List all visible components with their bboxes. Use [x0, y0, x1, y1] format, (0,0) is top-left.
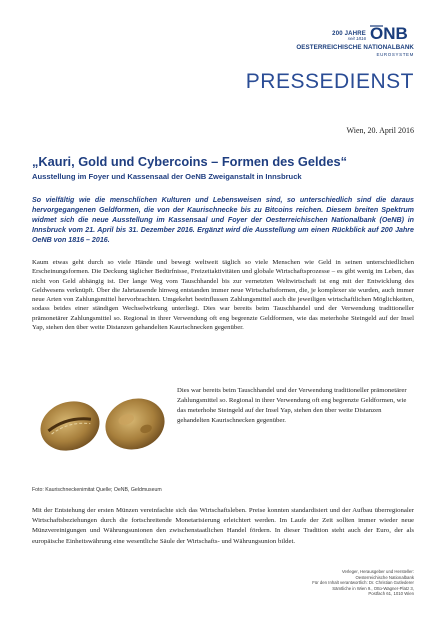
publisher-footer	[250, 569, 414, 597]
eurosystem-label: EUROSYSTEM	[376, 52, 414, 57]
body-paragraph-2: Mit der Entstehung der ersten Münzen vereinfachte sich das Wirtschaftsleben. Preise konnten standardisiert und der Aufbau überregionaler Wirtschaftsbeziehungen durch die fortschreitende Monetarisierung erleichtert werden. Im Laufe der Zeit sollten immer wieder neue Münzvereinigungen und Währungsunionen den zwischenstaatlichen Handel fördern. In dieser Tradition steht auch der Euro, der als europäische Einheitswährung eine wesentliche Säule der Wirtschafts- und Währungsunion bildet.	[32, 507, 414, 545]
footer-line: Verleger, Herausgeber und Hersteller:	[341, 569, 414, 574]
anniversary-line: 200 JAHRE	[332, 31, 366, 37]
anniversary-badge	[276, 31, 366, 42]
section-title: PRESSEDIENST	[245, 70, 414, 93]
bank-name: OESTERREICHISCHE NATIONALBANK	[296, 44, 414, 51]
body-paragraph-1: Kaum etwas geht durch so viele Hände und bewegt weltweit täglich so viele Menschen wie Geld in seinen unterschiedlichen Erscheinungsformen. Die Deckung täglicher Bedürfnisse, Freizeitaktivitäten und globale Wirtschaftsprozesse – es gibt wenig im Leben, das nicht von Geld abhängig ist. Der lange Weg vom Tauschhandel bis zur vernetzten Weltwirtschaft ist eng mit der Entwicklung des Geldwesens verknüpft. Über die Jahrtausende hinweg entstanden immer neue Wirtschaftsformen, die, je komplexer sie wurden, auch immer neue Arten von Zahlungsmittel hervorbrachten. Umgekehrt beeinflussen Zahlungsmittel auch die jeweiligen wirtschaftlichen Möglichkeiten, sodass beides einer ständigen Wechselwirkung unterliegt. Dies war bereits beim Tauschhandel und der Verwendung traditioneller prämonetärer Zahlungsmittel so. Regional in ihrer Verwendung oft eng begrenzte Geldformen, wie das meterhohe Steingeld auf der Insel Yap, stehen den über weite Distanzen gehandelten Kaurischnecken gegenüber.	[32, 259, 414, 332]
press-subtitle: Ausstellung im Foyer und Kassensaal der OeNB Zweiganstalt in Innsbruck	[32, 172, 302, 181]
since-line: seit 1816	[347, 36, 366, 41]
footer-line: Postfach 61, 1010 Wien	[368, 591, 414, 597]
footer-line: Sämtliche in Wien 9., Otto-Wagner-Platz 3,	[332, 585, 414, 591]
onb-logo	[370, 24, 414, 42]
cowrie-shell-image	[32, 384, 172, 466]
press-title: „Kauri, Gold und Cybercoins – Formen des Geldes“	[32, 154, 348, 169]
side-paragraph: Dies war bereits beim Tauschhandel und der Verwendung traditioneller prämonetärer Zahlungsmittel so. Regional in ihrer Verwendung oft eng begrenzte Geldformen, wie das meterhohe Steingeld auf der Insel Yap, stehen den über weite Distanzen gehandelten Kaurischnecken gegenüber.	[177, 387, 407, 424]
image-caption: Foto: Kaurischneckenimitat Quelle; OeNB, Geldmuseum	[32, 487, 162, 493]
footer-line: Oesterreichische Nationalbank	[355, 574, 414, 580]
press-date: Wien, 20. April 2016	[346, 126, 414, 135]
footer-line: Für den Inhalt verantwortlich: Dr. Christian Gutlederer	[312, 580, 414, 586]
logo-text: ONB	[370, 24, 408, 42]
lead-paragraph: So vielfältig wie die menschlichen Kulturen und Lebensweisen sind, so unterschiedlich sind die daraus hervorgegangenen Geldformen, die von der Kaurischnecke bis zu Bitcoins reichen. Diesem breiten Spektrum widmet sich die neue Ausstellung im Kassensaal und Foyer der Oesterreichischen Nationalbank (OeNB) in Innsbruck vom 21. April bis 31. Dezember 2016. Ergänzt wird die Ausstellung um einen Rückblick auf 200 Jahre OeNB von 1816 – 2016.	[32, 196, 414, 245]
